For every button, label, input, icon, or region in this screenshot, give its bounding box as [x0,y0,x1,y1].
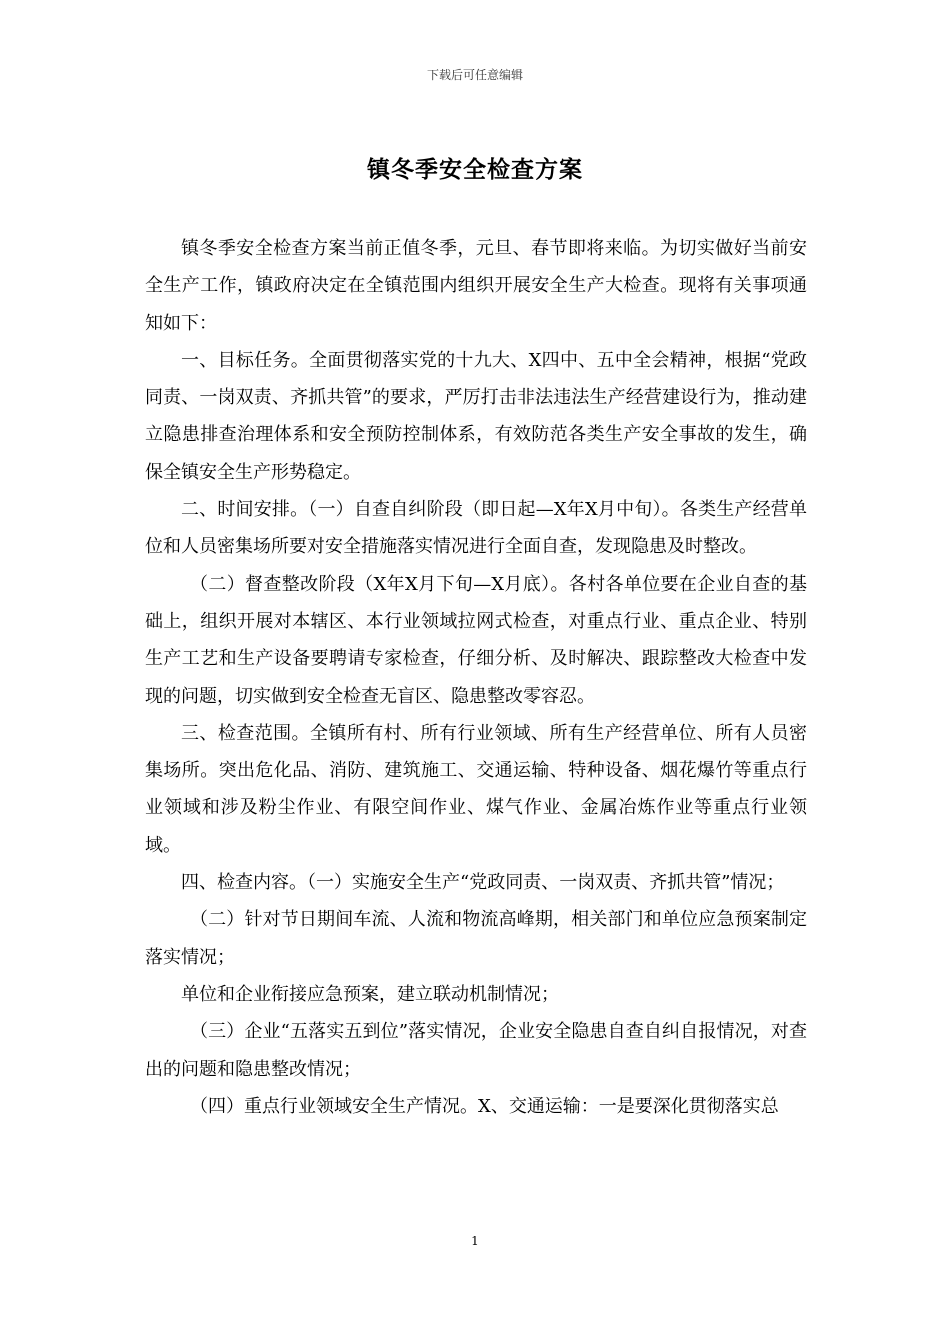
paragraph-key-industries: （四）重点行业领域安全生产情况。X、交通运输：一是要深化贯彻落实总 [190,1095,779,1117]
document-title: 镇冬季安全检查方案 [367,156,583,183]
paragraph-scope: 三、检查范围。全镇所有村、所有行业领域、所有生产经营单位、所有人员密集场所。突出危化品、消防、建筑施工、交通运输、特种设备、烟花爆竹等重点行业领域和涉及粉尘作业、有限空间作业、煤气作业、金属冶炼作业等重点行业领域。 [145,722,807,856]
paragraph-five-implementations: （三）企业“五落实五到位”落实情况，企业安全隐患自查自纠自报情况，对查出的问题和隐患整改情况； [145,1021,807,1080]
paragraph-goals: 一、目标任务。全面贯彻落实党的十九大、X四中、五中全会精神，根据“党政同责、一岗双责、齐抓共管”的要求，严厉打击非法违法生产经营建设行为，推动建立隐患排查治理体系和安全预防控制体系，有效防范各类生产安全事故的发生，确保全镇安全生产形势稳定。 [145,349,807,483]
document-body [145,230,807,1125]
paragraph-linkage: 单位和企业衔接应急预案，建立联动机制情况； [181,983,559,1005]
paragraph-content: 四、检查内容。（一）实施安全生产“党政同责、一岗双责、齐抓共管”情况； [181,872,785,894]
paragraph-emergency-plan: （二）针对节日期间车流、人流和物流高峰期，相关部门和单位应急预案制定落实情况； [145,909,807,968]
page-number: 1 [471,1234,479,1248]
paragraph-schedule: 二、时间安排。（一）自查自纠阶段（即日起—X年X月中旬）。各类生产经营单位和人员密集场所要对安全措施落实情况进行全面自查，发现隐患及时整改。 [145,499,807,558]
header-note: 下载后可任意编辑 [426,68,523,82]
paragraph-supervision-phase: （二）督查整改阶段（X年X月下旬—X月底）。各村各单位要在企业自查的基础上，组织开展对本辖区、本行业领域拉网式检查，对重点行业、重点企业、特别生产工艺和生产设备要聘请专家检查，仔细分析、及时解决、跟踪整改大检查中发现的问题，切实做到安全检查无盲区、隐患整改零容忍。 [145,573,807,707]
paragraph-intro: 镇冬季安全检查方案当前正值冬季，元旦、春节即将来临。为切实做好当前安全生产工作，镇政府决定在全镇范围内组织开展安全生产大检查。现将有关事项通知如下： [145,238,807,334]
